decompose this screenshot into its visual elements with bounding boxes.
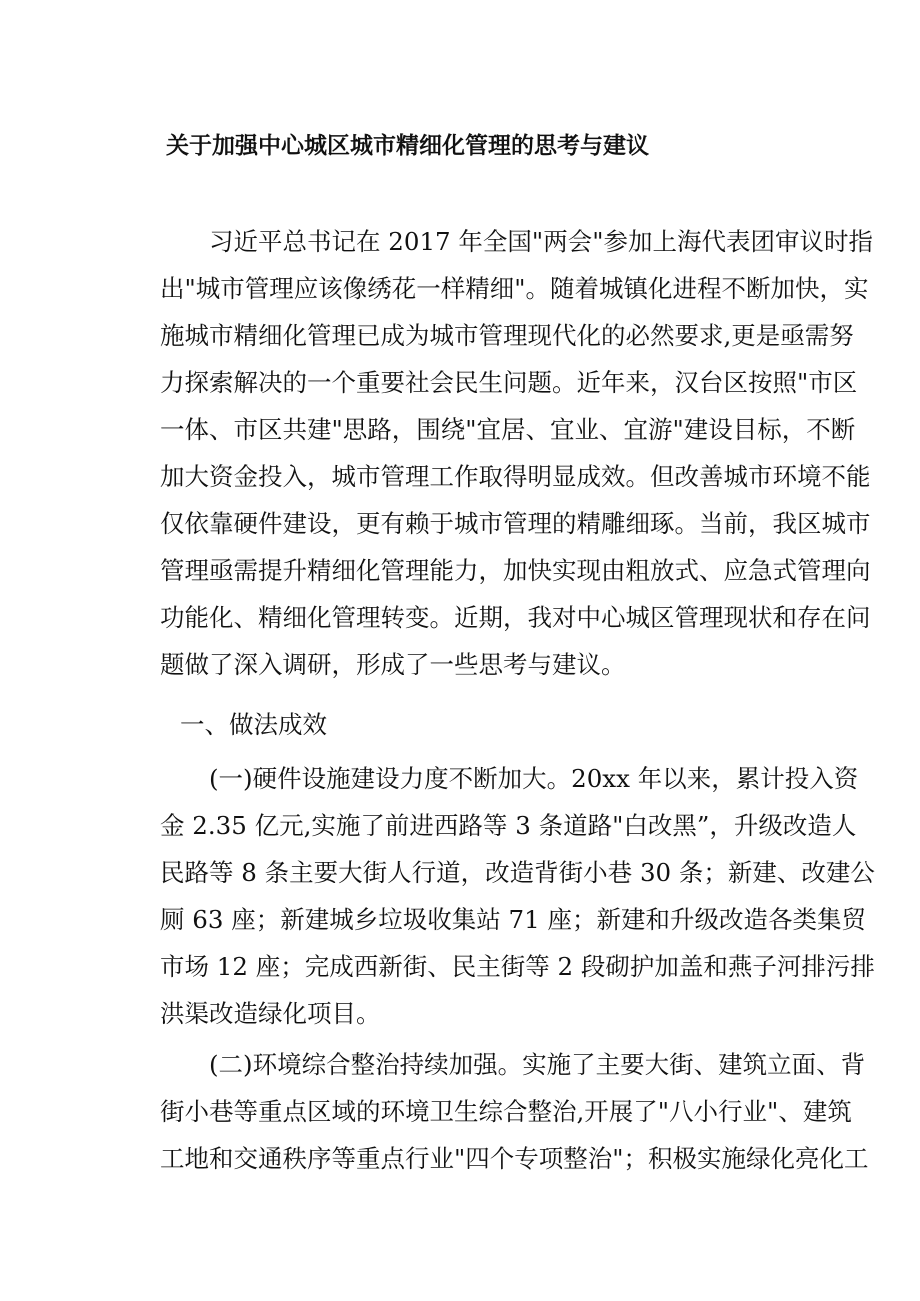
paragraph-line: 习近平总书记在 2017 年全国"两会"参加上海代表团审议时指: [160, 227, 873, 256]
paragraph-line: 力探索解决的一个重要社会民生问题。近年来，汉台区按照"市区: [160, 368, 858, 397]
paragraph-line: 工地和交通秩序等重点行业"四个专项整治"；积极实施绿化亮化工: [160, 1144, 869, 1173]
paragraph-line: 加大资金投入，城市管理工作取得明显成效。但改善城市环境不能: [160, 462, 871, 491]
section-heading: [180, 701, 820, 748]
paragraph-line: 市场 12 座；完成西新街、民主街等 2 段砌护加盖和燕子河排污排: [160, 952, 875, 981]
paragraph-line: 洪渠改造绿化项目。: [160, 999, 381, 1028]
paragraph-line: 金 2.35 亿元,实施了前进西路等 3 条道路"白改黑”，升级改造人: [160, 811, 857, 840]
paragraph-line: 功能化、精细化管理转变。近期，我对中心城区管理现状和存在问: [160, 603, 871, 632]
paragraph-line: 仅依靠硬件建设，更有赖于城市管理的精雕细琢。当前，我区城市: [160, 509, 871, 538]
document-title: 关于加强中心城区城市精细化管理的思考与建议: [166, 133, 649, 159]
paragraph-line: (二)环境综合整治持续加强。实施了主要大街、建筑立面、背: [160, 1050, 866, 1079]
paragraph-line: 一体、市区共建"思路，围绕"宜居、宜业、宜游"建设目标，不断: [160, 415, 856, 444]
paragraph-line: 出"城市管理应该像绣花一样精细"。随着城镇化进程不断加快，实: [160, 274, 869, 303]
paragraph-line: (一)硬件设施建设力度不断加大。20xx 年以来，累计投入资: [160, 764, 859, 793]
paragraph-line: 民路等 8 条主要大街人行道，改造背街小巷 30 条；新建、改建公: [160, 858, 875, 887]
paragraph-line: 题做了深入调研，形成了一些思考与建议。: [160, 650, 626, 679]
hardware-paragraph: [160, 755, 875, 1037]
paragraph-line: 街小巷等重点区域的环境卫生综合整治,开展了"八小行业"、建筑: [160, 1097, 852, 1126]
paragraph-line: 施城市精细化管理已成为城市管理现代化的必然要求,更是亟需努: [160, 321, 854, 350]
environment-paragraph: [160, 1041, 869, 1182]
paragraph-line: 管理亟需提升精细化管理能力，加快实现由粗放式、应急式管理向: [160, 556, 871, 585]
section-heading-text: 一、做法成效: [180, 710, 327, 739]
intro-paragraph: [160, 218, 873, 688]
paragraph-line: 厕 63 座；新建城乡垃圾收集站 71 座；新建和升级改造各类集贸: [160, 905, 866, 934]
